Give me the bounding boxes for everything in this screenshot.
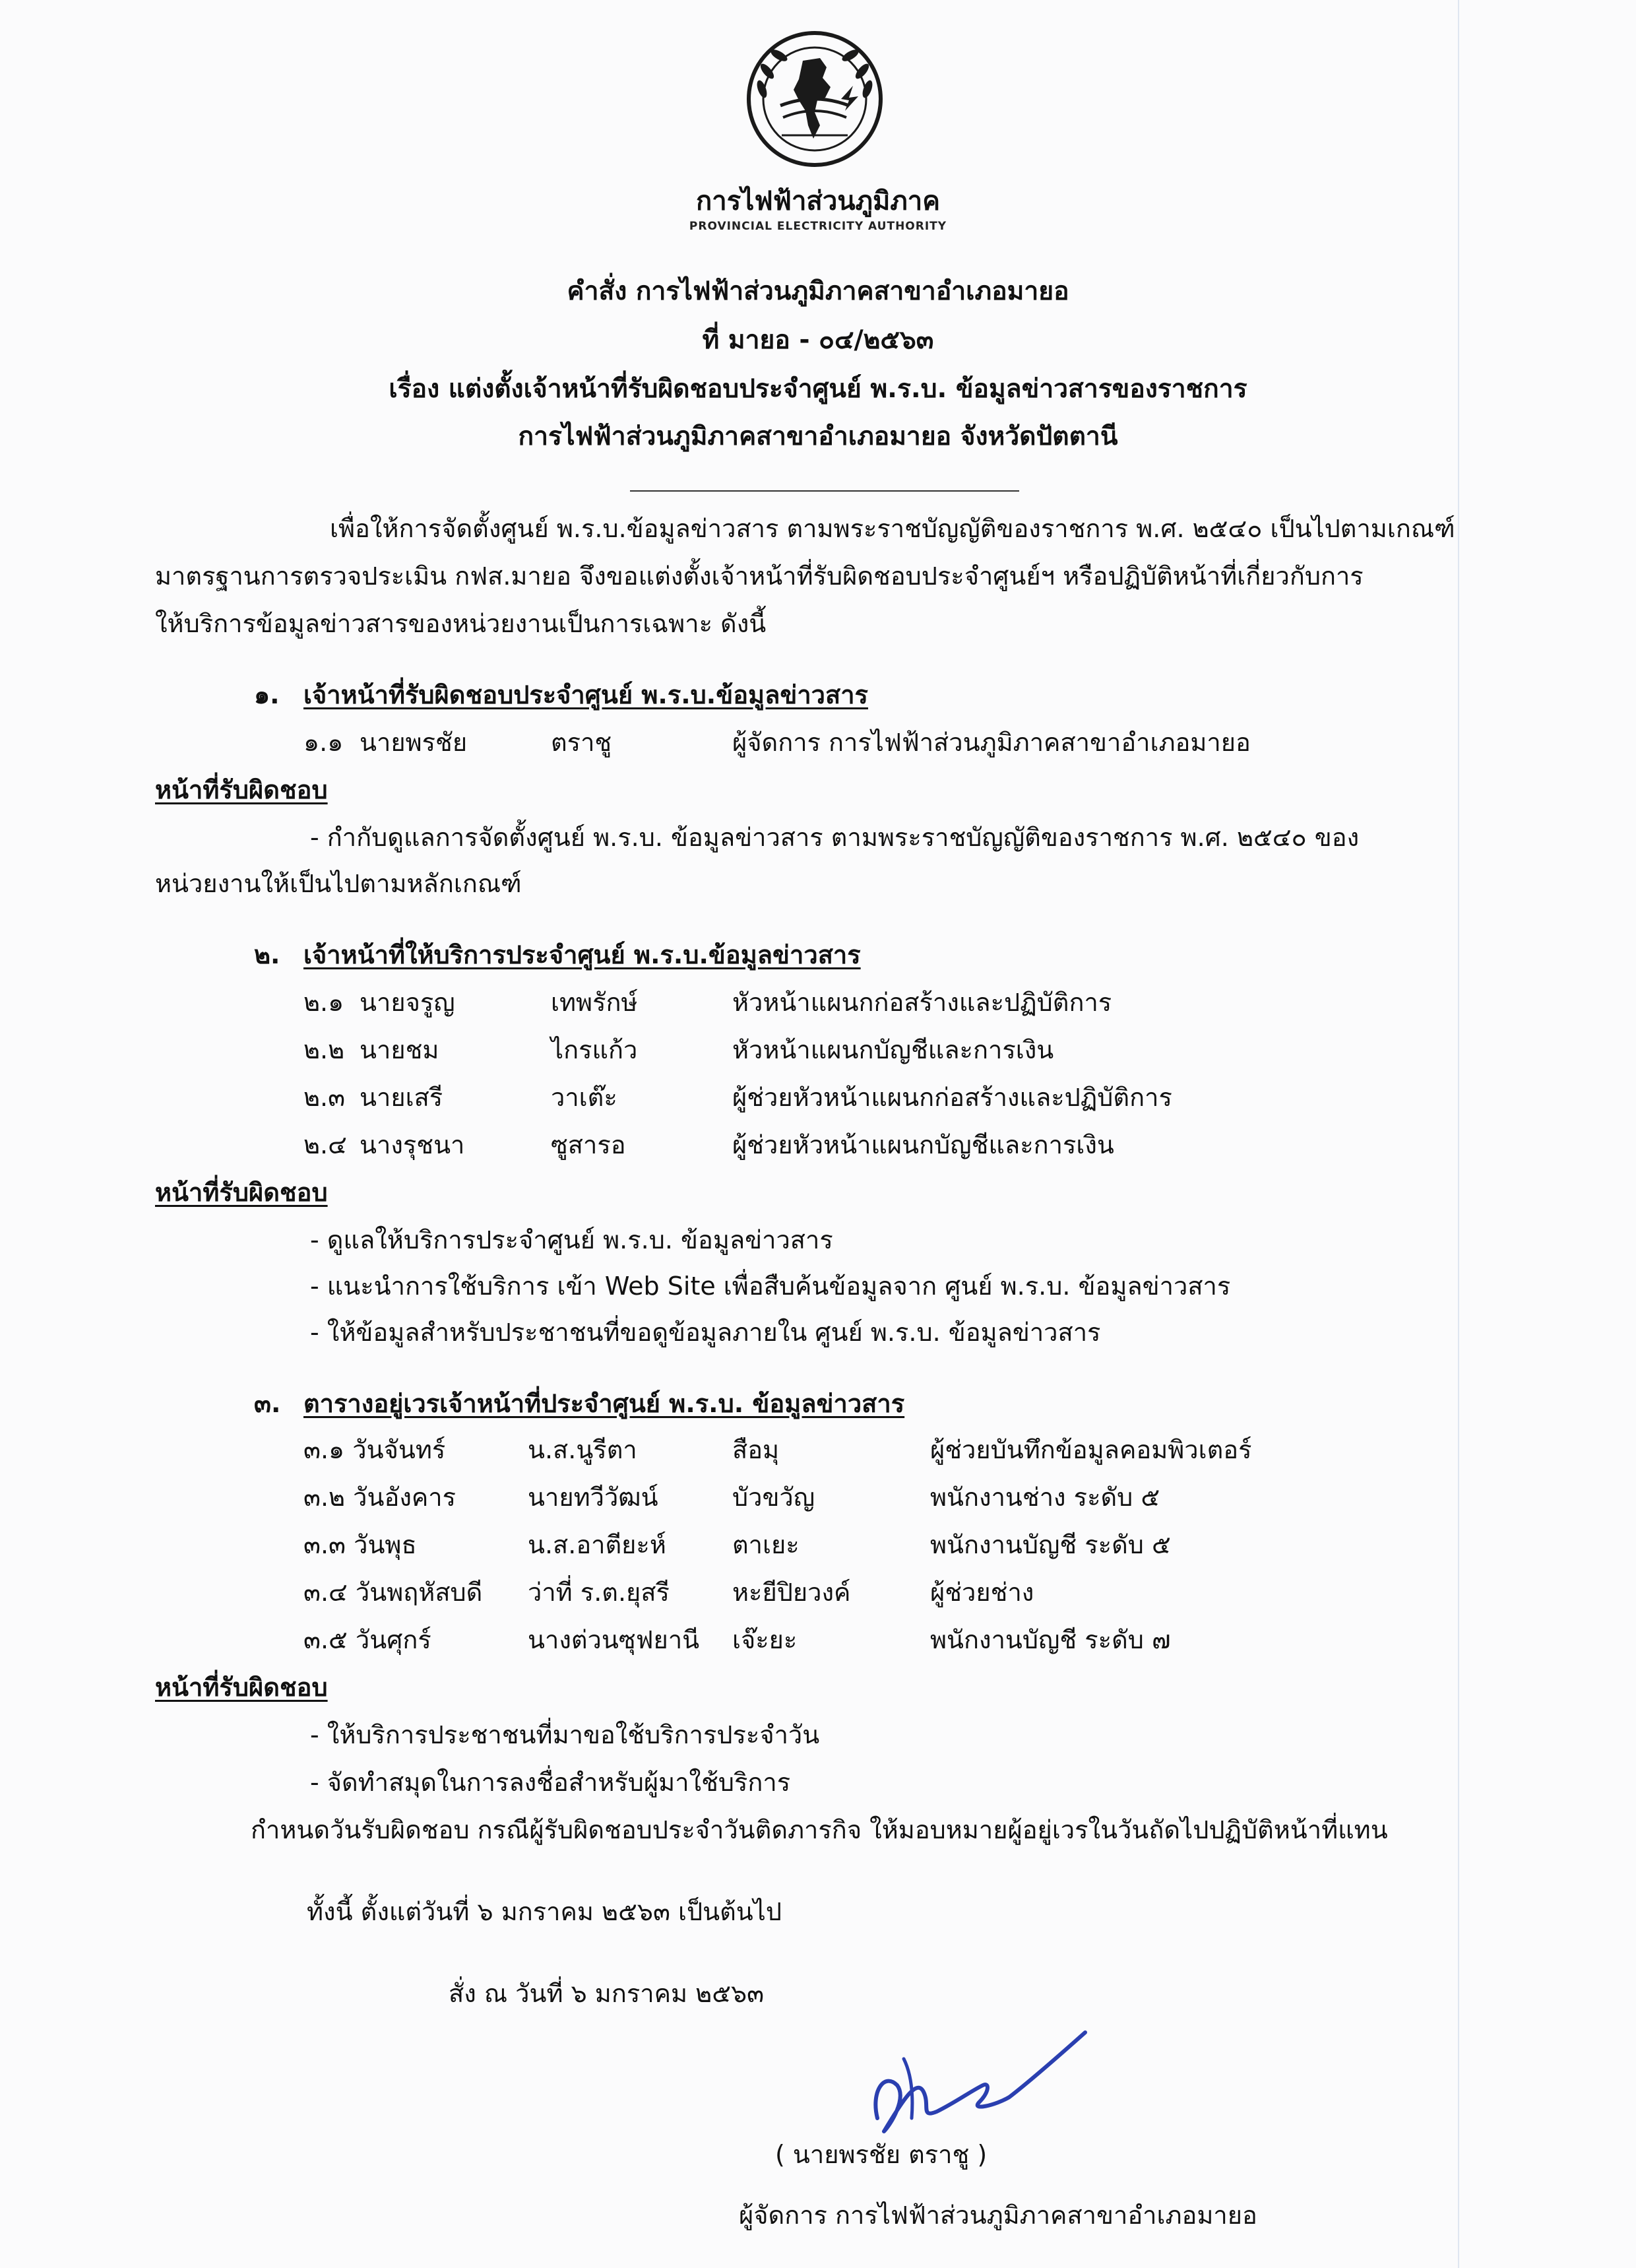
order-subject: เรื่อง แต่งตั้งเจ้าหน้าที่รับผิดชอบประจำศูนย์ พ.ร.บ. ข้อมูลข่าวสารของราชการ <box>389 374 1247 404</box>
s2-duty-1: - ดูแลให้บริการประจำศูนย์ พ.ร.บ. ข้อมูลข่าวสาร <box>310 1225 833 1254</box>
intro-line-1: เพื่อให้การจัดตั้งศูนย์ พ.ร.บ.ข้อมูลข่าวสาร ตามพระราชบัญญัติของราชการ พ.ศ. ๒๕๔๐ เป็นไปตามเกณฑ์ <box>330 514 1455 543</box>
s3-duty-1: - ให้บริการประชาชนที่มาขอใช้บริการประจำวัน <box>310 1720 820 1749</box>
s2-row-3-num: ๒.๓ <box>303 1083 346 1112</box>
s1-person-last: ตราชู <box>551 728 612 757</box>
s3-row-3-day: ๓.๓ วันพุธ <box>303 1530 417 1559</box>
s2-duty-2: - แนะนำการใช้บริการ เข้า Web Site เพื่อสืบค้นข้อมูลจาก ศูนย์ พ.ร.บ. ข้อมูลข่าวสาร <box>310 1272 1231 1301</box>
s3-row-1-position: ผู้ช่วยบันทึกข้อมูลคอมพิวเตอร์ <box>930 1435 1252 1464</box>
order-number: ที่ มายอ - ๐๔/๒๕๖๓ <box>702 325 934 355</box>
intro-line-2: มาตรฐานการตรวจประเมิน กฟส.มายอ จึงขอแต่งตั้งเจ้าหน้าที่รับผิดชอบประจำศูนย์ฯ หรือปฏิบัติหน้าที่เกี่ยวกับการ <box>155 562 1364 591</box>
s3-note: กำหนดวันรับผิดชอบ กรณีผู้รับผิดชอบประจำวันติดภารกิจ ให้มอบหมายผู้อยู่เวรในวันถัดไปปฏิบัติหน้าที่แทน <box>251 1815 1388 1844</box>
effective-date: ทั้งนี้ ตั้งแต่วันที่ ๖ มกราคม ๒๕๖๓ เป็นต้นไป <box>307 1897 782 1926</box>
s2-row-4-num: ๒.๔ <box>303 1130 347 1159</box>
signer-position: ผู้จัดการ การไฟฟ้าส่วนภูมิภาคสาขาอำเภอมายอ <box>739 2201 1257 2230</box>
section-3-duty-heading: หน้าที่รับผิดชอบ <box>155 1673 328 1702</box>
s2-row-1-position: หัวหน้าแผนกก่อสร้างและปฏิบัติการ <box>732 988 1112 1017</box>
s3-row-4-first: ว่าที่ ร.ต.ยุสรี <box>528 1578 670 1607</box>
s3-row-1-first: น.ส.นูรีตา <box>528 1435 637 1464</box>
s2-row-3-first: นายเสรี <box>360 1083 443 1112</box>
s3-row-3-last: ตาเยะ <box>732 1530 800 1559</box>
s3-row-1-day: ๓.๑ วันจันทร์ <box>303 1435 446 1464</box>
title-divider <box>630 490 1019 492</box>
signer-name: ( นายพรชัย ตราชู ) <box>775 2140 988 2169</box>
section-1-number: ๑. <box>254 680 280 709</box>
section-1-duty-heading: หน้าที่รับผิดชอบ <box>155 775 328 804</box>
s2-row-4-position: ผู้ช่วยหัวหน้าแผนกบัญชีและการเงิน <box>732 1130 1114 1159</box>
s3-row-5-day: ๓.๕ วันศุกร์ <box>303 1625 431 1654</box>
s3-row-4-last: หะยีปิยวงค์ <box>732 1578 851 1607</box>
intro-line-3: ให้บริการข้อมูลข่าวสารของหน่วยงานเป็นการเฉพาะ ดังนี้ <box>155 609 767 638</box>
s2-row-2-position: หัวหน้าแผนกบัญชีและการเงิน <box>732 1035 1054 1064</box>
s2-row-1-first: นายจรูญ <box>360 988 455 1017</box>
s3-row-2-last: บัวขวัญ <box>732 1483 815 1512</box>
s3-row-1-last: สือมุ <box>732 1435 780 1464</box>
s1-person-position: ผู้จัดการ การไฟฟ้าส่วนภูมิภาคสาขาอำเภอมายอ <box>732 728 1251 757</box>
s3-row-5-last: เจ๊ะยะ <box>732 1625 798 1654</box>
s3-row-5-position: พนักงานบัญชี ระดับ ๗ <box>930 1625 1171 1654</box>
s3-row-4-position: ผู้ช่วยช่าง <box>930 1578 1034 1607</box>
s2-row-2-num: ๒.๒ <box>303 1035 345 1064</box>
s2-row-4-last: ซูสารอ <box>551 1130 626 1159</box>
s3-row-4-day: ๓.๔ วันพฤหัสบดี <box>303 1578 483 1607</box>
order-date: สั่ง ณ วันที่ ๖ มกราคม ๒๕๖๓ <box>449 1979 765 2008</box>
s2-row-3-position: ผู้ช่วยหัวหน้าแผนกก่อสร้างและปฏิบัติการ <box>732 1083 1172 1112</box>
s3-row-5-first: นางต่วนซุฟยานี <box>528 1625 700 1654</box>
s3-row-3-position: พนักงานบัญชี ระดับ ๕ <box>930 1530 1171 1559</box>
s3-row-2-first: นายทวีวัฒน์ <box>528 1483 658 1512</box>
s2-row-2-last: ไกรแก้ว <box>551 1035 638 1064</box>
s2-duty-3: - ให้ข้อมูลสำหรับประชาชนที่ขอดูข้อมูลภายใน ศูนย์ พ.ร.บ. ข้อมูลข่าวสาร <box>310 1318 1101 1347</box>
s3-row-2-day: ๓.๒ วันอังคาร <box>303 1483 456 1512</box>
s1-person-num: ๑.๑ <box>303 728 344 757</box>
s2-row-4-first: นางรุชนา <box>360 1130 465 1159</box>
s2-row-3-last: วาเต๊ะ <box>551 1083 617 1112</box>
s3-duty-2: - จัดทำสมุดในการลงชื่อสำหรับผู้มาใช้บริการ <box>310 1768 791 1797</box>
pea-logo <box>742 26 887 172</box>
s1-duty-line-2: หน่วยงานให้เป็นไปตามหลักเกณฑ์ <box>155 869 522 898</box>
org-name-thai: การไฟฟ้าส่วนภูมิภาค <box>696 186 940 216</box>
order-title: คำสั่ง การไฟฟ้าส่วนภูมิภาคสาขาอำเภอมายอ <box>567 276 1069 306</box>
s2-row-1-num: ๒.๑ <box>303 988 344 1017</box>
section-3-number: ๓. <box>254 1389 281 1418</box>
section-3-title: ตารางอยู่เวรเจ้าหน้าที่ประจำศูนย์ พ.ร.บ. ข้อมูลข่าวสาร <box>303 1389 905 1418</box>
s2-row-2-first: นายชม <box>360 1035 439 1064</box>
s3-row-3-first: น.ส.อาตียะห์ <box>528 1530 666 1559</box>
section-2-duty-heading: หน้าที่รับผิดชอบ <box>155 1178 328 1207</box>
org-name-english: PROVINCIAL ELECTRICITY AUTHORITY <box>689 220 947 233</box>
s2-row-1-last: เทพรักษ์ <box>551 988 638 1017</box>
s3-row-2-position: พนักงานช่าง ระดับ ๕ <box>930 1483 1160 1512</box>
signature <box>858 2019 1095 2138</box>
order-subject-location: การไฟฟ้าส่วนภูมิภาคสาขาอำเภอมายอ จังหวัดปัตตานี <box>518 422 1118 451</box>
s1-duty-line-1: - กำกับดูแลการจัดตั้งศูนย์ พ.ร.บ. ข้อมูลข่าวสาร ตามพระราชบัญญัติของราชการ พ.ศ. ๒๕๔๐ ของ <box>310 823 1360 852</box>
section-2-title: เจ้าหน้าที่ให้บริการประจำศูนย์ พ.ร.บ.ข้อมูลข่าวสาร <box>303 940 861 969</box>
s1-person-first: นายพรชัย <box>360 728 468 757</box>
section-2-number: ๒. <box>254 940 280 969</box>
section-1-title: เจ้าหน้าที่รับผิดชอบประจำศูนย์ พ.ร.บ.ข้อมูลข่าวสาร <box>303 680 868 709</box>
